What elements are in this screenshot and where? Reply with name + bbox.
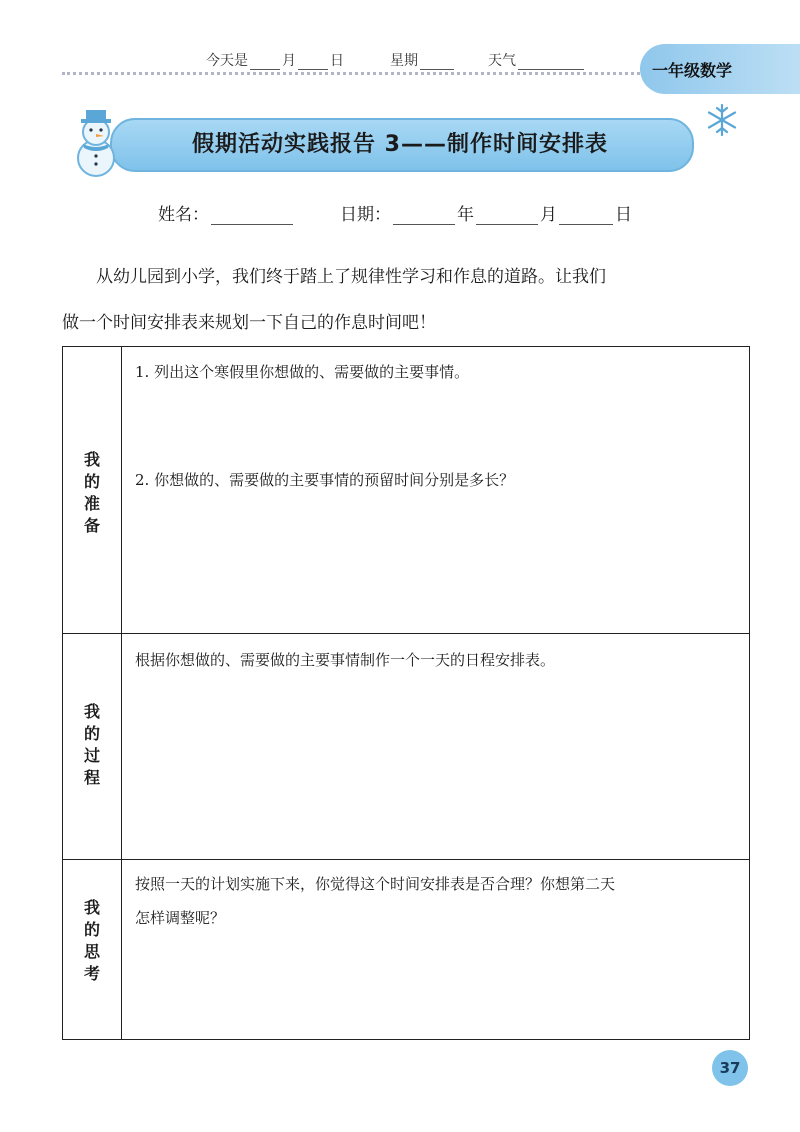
process-question: 根据你想做的、需要做的主要事情制作一个一天的日程安排表。 (135, 651, 556, 669)
grade-label: 一年级数学 (652, 61, 733, 80)
header-dotted-divider (62, 72, 652, 75)
date-field (206, 50, 344, 70)
report-table (62, 346, 750, 1040)
row-label-preparation: 我 的 准 备 (83, 450, 100, 535)
row-label-process: 我 的 过 程 (83, 702, 100, 787)
intro-line-1: 从幼儿园到小学，我们终于踏上了规律性学习和作息的道路。让我们 (96, 267, 606, 287)
name-field (158, 200, 295, 225)
day-entry-label: 日 (615, 205, 632, 225)
weather-blank[interactable] (518, 55, 584, 70)
date-label: 日期： (340, 205, 391, 225)
table-row-divider (63, 633, 749, 634)
snowflake-icon (704, 102, 740, 138)
month-entry-label: 月 (540, 205, 557, 225)
date-entry-field (340, 200, 632, 225)
weekday-field (390, 50, 456, 70)
name-label: 姓名： (158, 205, 209, 225)
page-title: 假期活动实践报告 3——制作时间安排表 (192, 132, 608, 157)
table-column-divider (121, 347, 122, 1039)
reflection-question-line-1: 按照一天的计划实施下来，你觉得这个时间安排表是否合理？你想第二天 (135, 875, 616, 893)
weather-field (488, 50, 586, 70)
weekday-blank[interactable] (420, 55, 454, 70)
day-blank[interactable] (298, 55, 328, 70)
preparation-question-2: 2. 你想做的、需要做的主要事情的预留时间分别是多长？ (135, 471, 515, 489)
row-label-reflection: 我 的 思 考 (83, 898, 100, 983)
reflection-question-line-2: 怎样调整呢？ (135, 909, 226, 927)
preparation-question-1: 1. 列出这个寒假里你想做的、需要做的主要事情。 (135, 363, 470, 381)
year-blank[interactable] (393, 207, 455, 225)
year-label: 年 (457, 205, 474, 225)
weekday-label: 星期 (390, 53, 418, 69)
month-label: 月 (282, 53, 296, 69)
day-label: 日 (330, 53, 344, 69)
month-entry-blank[interactable] (476, 207, 538, 225)
month-blank[interactable] (250, 55, 280, 70)
page-number: 37 (712, 1050, 748, 1086)
table-row-divider (63, 859, 749, 860)
today-label: 今天是 (206, 53, 248, 69)
intro-line-2: 做一个时间安排表来规划一下自己的作息时间吧！ (62, 313, 436, 333)
weather-label: 天气 (488, 53, 516, 69)
day-entry-blank[interactable] (559, 207, 613, 225)
snowman-icon (64, 104, 128, 178)
name-blank[interactable] (211, 207, 293, 225)
